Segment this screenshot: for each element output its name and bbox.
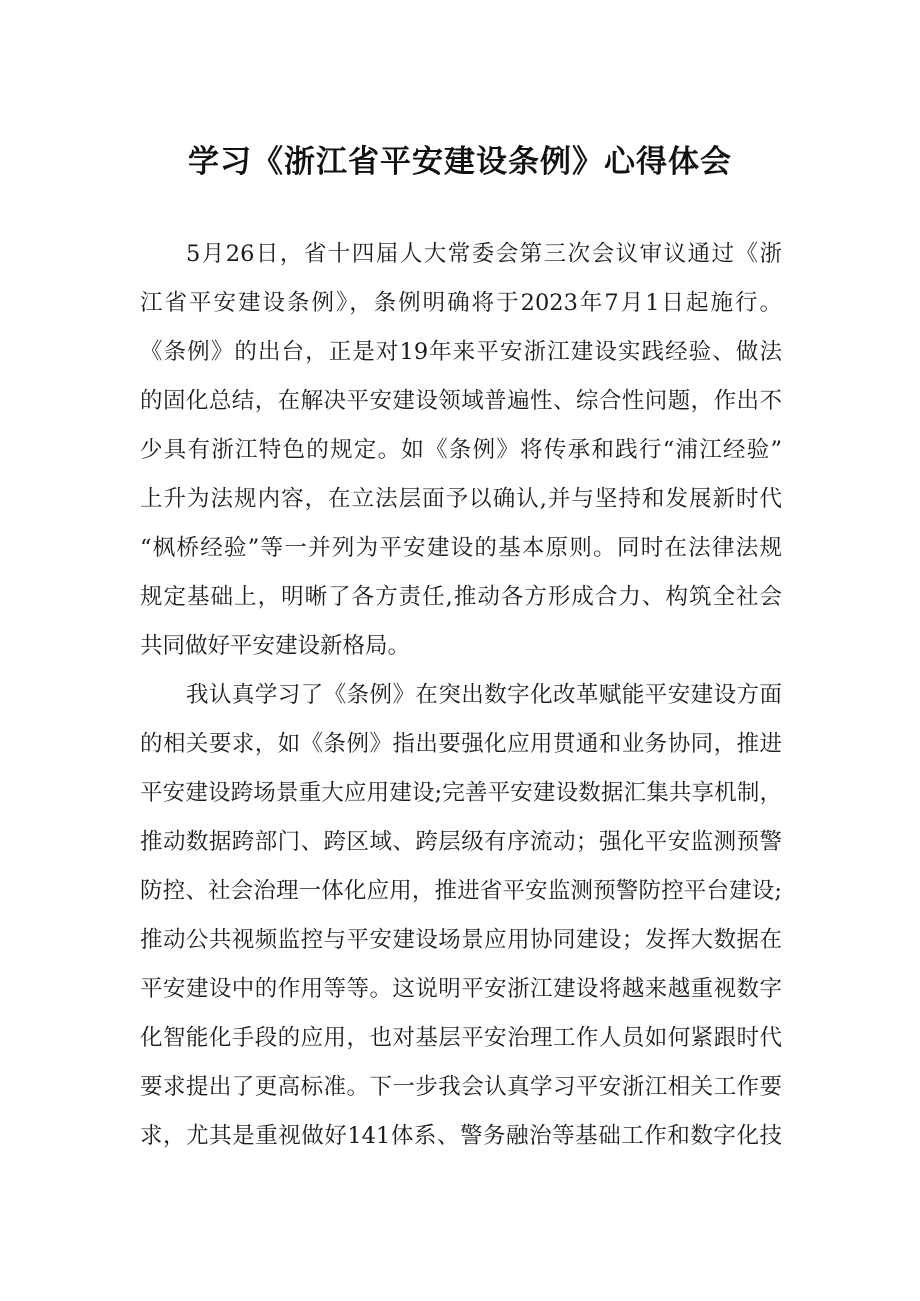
text-line: 平安建设跨场景重大应用建设;完善平安建设数据汇集共享机制，	[140, 780, 782, 806]
text-line: 要求提出了更高标准。下一步我会认真学习平安浙江相关工作要	[140, 1074, 782, 1100]
paragraph-2	[140, 671, 782, 1161]
paragraph-1	[140, 230, 782, 671]
text-line: 少具有浙江特色的规定。如《条例》将传承和践行“浦江经验”	[140, 437, 782, 463]
text-line: 《条例》的出台，正是对19年来平安浙江建设实践经验、做法	[140, 339, 782, 365]
text-line: 的固化总结，在解决平安建设领域普遍性、综合性问题，作出不	[140, 388, 782, 414]
text-line: 推动数据跨部门、跨区域、跨层级有序流动；强化平安监测预警	[140, 829, 782, 855]
text-line: 求，尤其是重视做好141体系、警务融治等基础工作和数字化技	[140, 1123, 782, 1149]
text-line: 平安建设中的作用等等。这说明平安浙江建设将越来越重视数字	[140, 976, 782, 1002]
document-body	[140, 230, 782, 1161]
text-line: “枫桥经验”等一并列为平安建设的基本原则。同时在法律法规	[140, 535, 782, 561]
text-line: 化智能化手段的应用，也对基层平安治理工作人员如何紧跟时代	[140, 1025, 782, 1051]
document-title: 学习《浙江省平安建设条例》心得体会	[188, 144, 732, 180]
text-line: 共同做好平安建设新格局。	[140, 633, 411, 659]
text-line: 防控、社会治理一体化应用，推进省平安监测预警防控平台建设;	[140, 878, 782, 904]
text-line: 我认真学习了《条例》在突出数字化改革赋能平安建设方面	[186, 682, 782, 708]
text-line: 上升为法规内容，在立法层面予以确认,并与坚持和发展新时代	[140, 486, 782, 512]
text-line: 5月26日，省十四届人大常委会第三次会议审议通过《浙	[186, 241, 782, 267]
text-line: 的相关要求，如《条例》指出要强化应用贯通和业务协同，推进	[140, 731, 782, 757]
text-line: 规定基础上，明晰了各方责任,推动各方形成合力、构筑全社会	[140, 584, 782, 610]
text-line: 推动公共视频监控与平安建设场景应用协同建设；发挥大数据在	[140, 927, 782, 953]
text-line: 江省平安建设条例》，条例明确将于2023年7月1日起施行。	[140, 290, 782, 316]
